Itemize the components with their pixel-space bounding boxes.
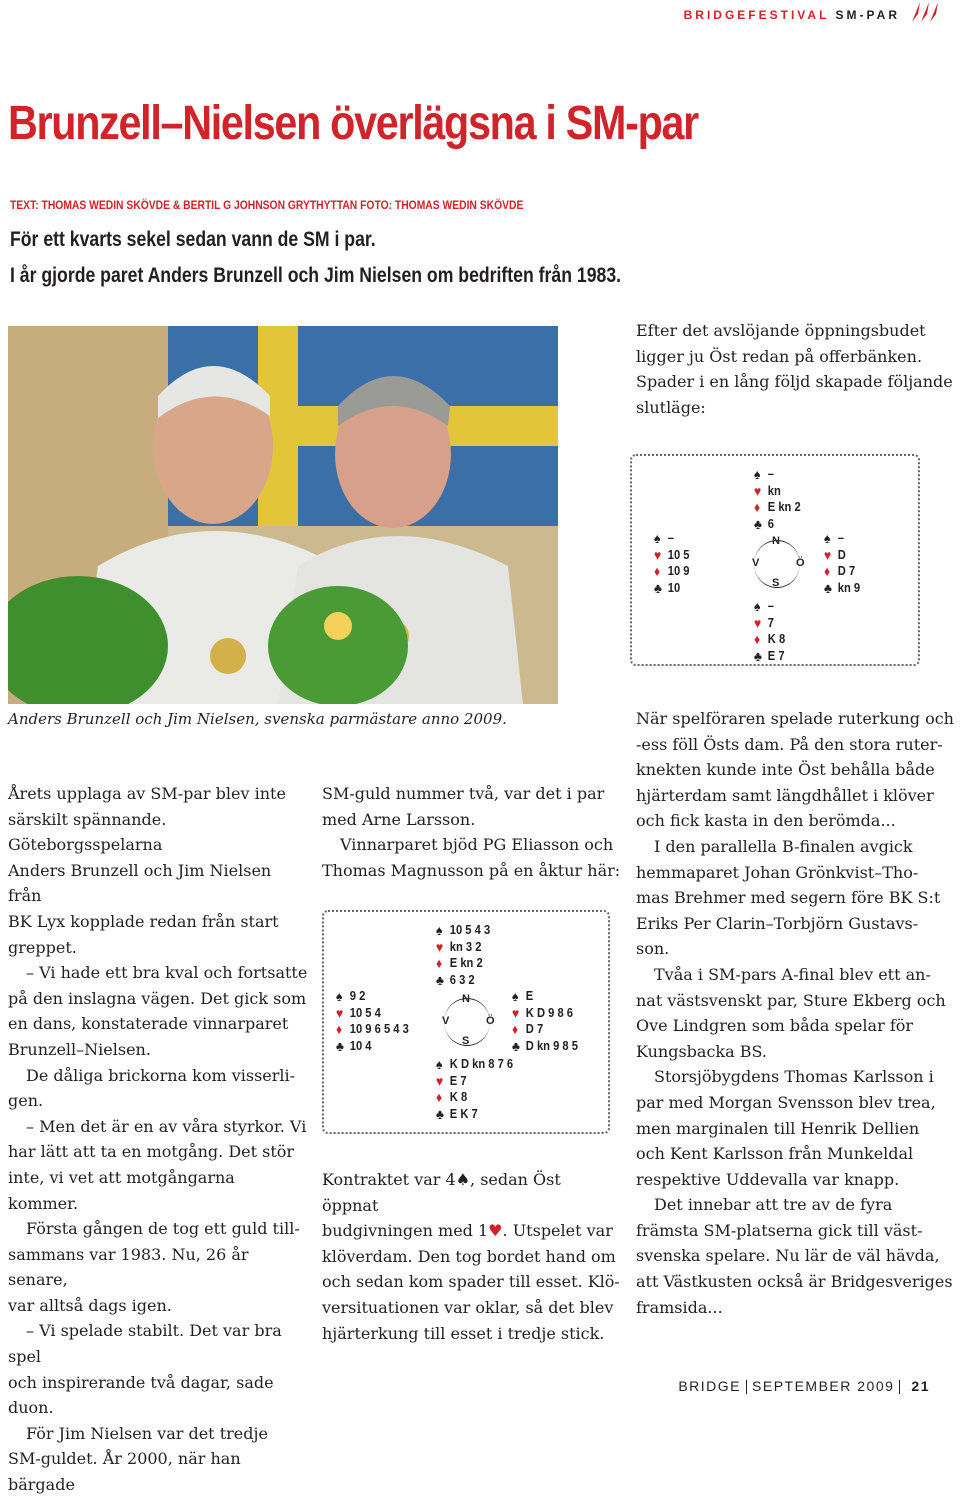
text-line: För Jim Nielsen var det tredje [26,1423,268,1443]
text-line: att Västkusten också är Bridgesveriges [636,1272,953,1292]
byline: TEXT: THOMAS WEDIN SKÖVDE & BERTIL G JOHNSON GRYTHYTTAN FOTO: THOMAS WEDIN SKÖVDE [10,198,524,212]
page-number: 21 [911,1378,930,1394]
text-segment: . Utspelet var [502,1221,613,1241]
club-cards: 6 3 2 [449,971,475,987]
compass-east: Ö [796,557,805,569]
diamond-icon: ♦ [754,631,761,647]
heart-cards: 10 5 4 [349,1004,381,1020]
club-cards: 10 [667,579,681,595]
article-column-2-bottom [322,1167,622,1346]
diamond-icon: ♦ [824,563,831,579]
text-line: främsta SM-platserna gick till väst- [636,1220,923,1240]
text-segment: budgivningen med 1 [322,1221,489,1241]
article-column-2-top [322,781,622,883]
text-line: – Vi hade ett bra kval och fortsatte [26,963,308,983]
compass-rose-1 [752,535,805,589]
text-line: Anders Brunzell och Jim Nielsen från [8,860,272,906]
lede-line-2: I år gjorde paret Anders Brunzell och Jim Nielsen om bedriften från 1983. [10,264,622,287]
text-line: – Vi spelade stabilt. Det var bra spel [8,1321,282,1367]
club-icon: ♣ [336,1037,344,1054]
text-line: Det innebar att tre av de fyra [654,1195,893,1215]
text-line: var alltså dags igen. [8,1295,172,1315]
winners-photo-illustration [8,326,558,704]
club-cards: D kn 9 8 5 [525,1037,578,1053]
text-line: Efter det avslöjande öppningsbudet [636,321,926,340]
text-line: och Kent Karlsson från Munkeldal [636,1144,914,1164]
compass-west: V [442,1015,450,1027]
text-line: hjärterdam samt längdhållet i klöver [636,785,934,805]
diamond-icon: ♦ [436,1089,443,1105]
text-line: inte, vi vet att motgångarna kommer. [8,1167,235,1213]
diagram1-west-hand [654,530,690,596]
text-line: BK Lyx kopplade redan från start [8,911,279,931]
diamond-icon: ♦ [754,499,761,515]
winners-photo [8,326,558,704]
heart-cards: D [837,546,846,562]
diamond-cards: D 7 [837,563,856,578]
heart-icon: ♥ [824,546,832,563]
text-line: klöverdam. Den tog bordet hand om [322,1246,616,1266]
text-line: framsida... [636,1297,723,1317]
bridgefestival-logo [908,0,942,24]
compass-north: N [772,535,780,547]
heart-icon: ♥ [436,938,444,955]
club-icon: ♣ [754,515,762,532]
compass-south: S [462,1035,470,1047]
lede-line-1: För ett kvarts sekel sedan vann de SM i par. [10,228,376,251]
diagram2-north-hand [436,922,490,988]
club-cards: 10 4 [349,1037,372,1053]
text-line: och fick kasta in den berömda... [636,811,896,831]
page-title: Brunzell–Nielsen överlägsna i SM-par [8,97,698,150]
spade-icon: ♠ [436,1056,443,1072]
text-line: har lätt att ta en motgång. Det stör [8,1142,295,1162]
text-line: och inspirerande två dagar, sade duon. [8,1372,274,1418]
text-line: särskilt spännande. Göteborgsspelarna [8,809,167,855]
club-icon: ♣ [654,579,662,596]
diamond-icon: ♦ [654,563,661,579]
text-line: ligger ju Öst redan på offerbänken. [636,346,923,366]
club-icon: ♣ [824,579,832,596]
heart-cards: 10 5 [667,546,690,562]
spade-cards: – [767,466,774,481]
text-line: en dans, konstaterade vinnarparet [8,1014,289,1034]
diagram1-north-hand [754,466,801,532]
spade-cards: 9 2 [349,988,366,1003]
diamond-cards: 10 9 [667,563,690,578]
compass-south: S [772,577,780,589]
diagram2-west-hand [336,988,409,1054]
heart-icon: ♥ [654,546,662,563]
text-line: med Arne Larsson. [322,809,476,829]
text-line: hemmaparet Johan Grönkvist–Tho- [636,862,919,882]
heart-icon: ♥ [436,1072,444,1089]
diagram2-south-hand [436,1056,513,1122]
text-line [322,1167,622,1218]
heart-icon: ♥ [754,482,762,499]
diamond-cards: E kn 2 [767,499,801,514]
heart-icon: ♥ [512,1004,520,1021]
heart-cards: kn [767,482,781,498]
club-cards: E 7 [767,647,785,663]
diamond-icon: ♦ [336,1021,343,1037]
text-line: mas Brehmer med segern före BK S:t [636,888,941,908]
text-line: -ess föll Östs dam. På den stora ruter- [636,734,943,754]
heart-icon: ♥ [488,1221,503,1241]
text-line: och sedan kom spader till esset. Klö- [322,1272,620,1292]
text-line: När spelföraren spelade ruterkung och [636,709,954,728]
text-line: knekten kunde inte Öst behålla både [636,760,935,780]
text-line: SM-guld nummer två, var det i par [322,784,605,803]
text-line: Kungsbacka BS. [636,1041,767,1061]
diamond-icon: ♦ [436,955,443,971]
magazine-name: BRIDGE [678,1378,742,1394]
heart-icon: ♥ [336,1004,344,1021]
club-icon: ♣ [754,647,762,664]
text-line: på den inslagna vägen. Det gick som [8,988,307,1008]
text-line: Spader i en lång följd skapade följande [636,372,953,392]
heart-cards: 7 [767,614,774,630]
spade-cards: K D kn 8 7 6 [449,1056,514,1071]
text-segment: Kontraktet var 4 [322,1170,456,1189]
club-icon: ♣ [436,1105,444,1122]
text-line: nat västsvenskt par, Sture Ekberg och [636,990,946,1010]
text-line: Första gången de tog ett guld till- [26,1219,300,1239]
text-line: Tvåa i SM-pars A-final blev ett an- [654,964,931,984]
text-line: slutläge: [636,397,706,417]
page-footer [678,1378,930,1394]
section-header [684,8,900,22]
footer-divider [899,1380,900,1394]
compass-north: N [462,993,470,1005]
text-line: son. [636,939,670,959]
diagram2-east-hand [512,988,578,1054]
article-column-1 [8,781,308,1498]
text-line: greppet. [8,937,77,957]
text-line: svenska spelare. Nu lär de väl hävda, [636,1246,940,1266]
text-line: I den parallella B-finalen avgick [654,836,913,856]
text-line: hjärterkung till esset i tredje stick. [322,1323,605,1343]
text-line: gen. [8,1091,44,1111]
spade-cards: 10 5 4 3 [449,922,491,937]
compass-west: V [752,557,760,569]
diagram1-east-hand [824,530,860,596]
spade-icon: ♠ [512,988,519,1004]
text-line: Vinnarparet bjöd PG Eliasson och [340,835,614,855]
club-icon: ♣ [512,1037,520,1054]
text-line: sammans var 1983. Nu, 26 år senare, [8,1244,249,1290]
text-line: men marginalen till Henrik Dellien [636,1118,920,1138]
section-sublabel: SM-PAR [835,8,900,22]
club-cards: kn 9 [837,579,861,595]
footer-divider [746,1380,747,1394]
text-segment: , sedan Öst öppnat [322,1170,561,1215]
spade-icon: ♠ [754,466,761,482]
text-line: SM-guldet. År 2000, när han bärgade [8,1449,241,1495]
diagram1-south-hand [754,598,785,664]
heart-cards: kn 3 2 [449,938,482,954]
diamond-cards: D 7 [525,1021,544,1036]
diamond-cards: E kn 2 [449,955,483,970]
text-line [322,1218,622,1244]
club-cards: E K 7 [449,1105,478,1121]
diamond-icon: ♦ [512,1021,519,1037]
spade-cards: – [667,530,674,545]
heart-icon: ♥ [754,614,762,631]
text-line: – Men det är en av våra styrkor. Vi [26,1116,307,1136]
spade-icon: ♠ [824,530,831,546]
issue-date: SEPTEMBER 2009 [752,1378,895,1394]
spade-icon: ♠ [654,530,661,546]
compass-east: Ö [486,1015,495,1027]
text-line: De dåliga brickorna kom visserli- [26,1065,296,1085]
text-line: respektive Uddevalla var knapp. [636,1169,900,1189]
diamond-cards: 10 9 6 5 4 3 [349,1021,409,1036]
text-line: par med Morgan Svensson blev trea, [636,1092,936,1112]
text-line: Brunzell–Nielsen. [8,1039,151,1059]
text-line: Eriks Per Clarin–Torbjörn Gustavs- [636,913,919,933]
text-line: Årets upplaga av SM-par blev inte [8,784,286,803]
spade-icon: ♠ [754,598,761,614]
club-cards: 6 [767,515,774,531]
diamond-cards: K 8 [767,631,786,646]
text-line: versituationen var oklar, så det blev [322,1297,614,1317]
spade-cards: – [767,598,774,613]
heart-cards: E 7 [449,1072,467,1088]
text-line: Ove Lindgren som båda spelar för [636,1016,914,1036]
heart-cards: K D 9 8 6 [525,1004,573,1020]
text-line: Storsjöbygdens Thomas Karlsson i [654,1067,934,1087]
spade-cards: E [525,988,534,1003]
photo-caption: Anders Brunzell och Jim Nielsen, svenska parmästare anno 2009. [8,710,507,728]
intro-paragraph [636,318,956,420]
section-label: BRIDGEFESTIVAL [683,8,830,22]
spade-cards: – [837,530,844,545]
diamond-cards: K 8 [449,1089,468,1104]
spade-icon: ♠ [336,988,343,1004]
spade-icon: ♠ [455,1170,471,1189]
club-icon: ♣ [436,971,444,988]
text-line: Thomas Magnusson på en åktur här: [322,860,621,880]
compass-rose-2 [442,993,495,1047]
article-column-3 [636,706,956,1320]
spade-icon: ♠ [436,922,443,938]
